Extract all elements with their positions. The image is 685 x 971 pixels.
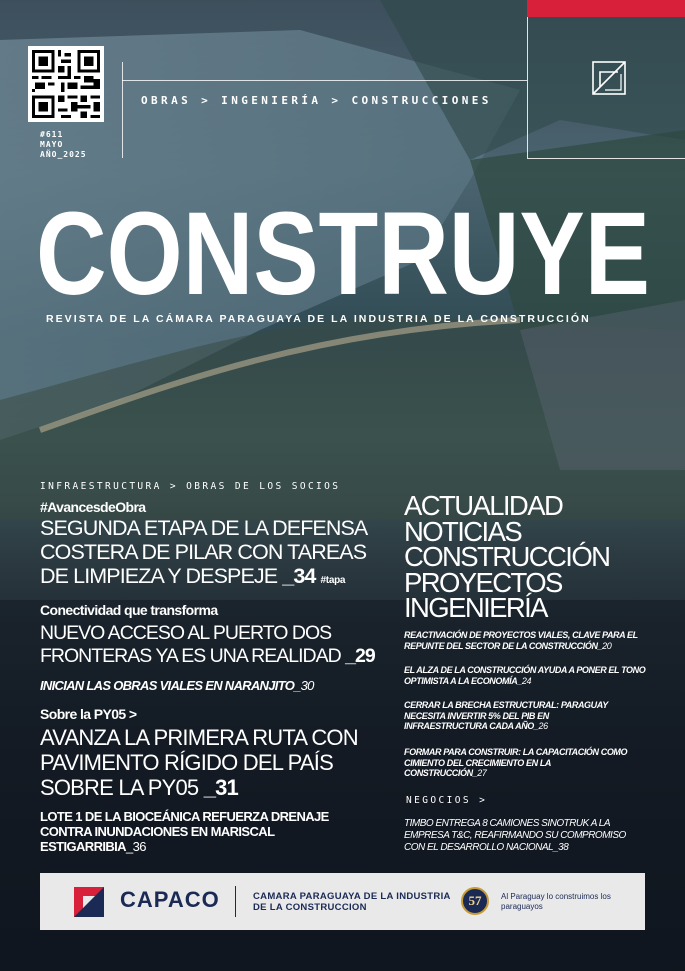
capaco-logo-icon xyxy=(74,887,104,917)
story3-title: INICIAN LAS OBRAS VIALES EN NARANJITO xyxy=(40,678,295,693)
news-page: _27 xyxy=(472,768,487,778)
divider-vertical xyxy=(122,62,123,158)
cube-icon xyxy=(591,60,627,96)
negocios-story[interactable] xyxy=(404,818,644,854)
section-actualidad: ACTUALIDAD xyxy=(404,490,563,521)
masthead-subtitle: REVISTA DE LA CÁMARA PARAGUAYA DE LA INDUSTRIA DE LA CONSTRUCCIÓN xyxy=(46,313,591,325)
news-title: CERRAR LA BRECHA ESTRUCTURAL: PARAGUAY NECESITA INVERTIR 5% DEL PIB EN INFRAESTRUCTURA CADA AÑO xyxy=(404,700,608,731)
story2-page: _29 xyxy=(345,645,375,667)
story2-headline[interactable] xyxy=(40,622,380,668)
qr-code[interactable] xyxy=(28,46,104,122)
story2-kicker: Conectividad que transforma xyxy=(40,602,218,618)
divider-horizontal xyxy=(122,80,527,81)
sections-list xyxy=(404,490,610,623)
issue-month: MAYO xyxy=(40,140,64,149)
negocios-page: _38 xyxy=(553,842,569,853)
story1-title: SEGUNDA ETAPA DE LA DEFENSA COSTERA DE PILAR CON TAREAS DE LIMPIEZA Y DESPEJE xyxy=(40,516,367,588)
issue-info xyxy=(40,130,87,160)
breadcrumb: OBRAS > INGENIERÍA > CONSTRUCCIONES xyxy=(141,94,492,107)
footer-slogan: Al Paraguay lo construimos los paraguayos xyxy=(501,892,611,911)
section-label: INFRAESTRUCTURA > OBRAS DE LOS SOCIOS xyxy=(40,481,341,492)
negocios-title: TIMBO ENTREGA 8 CAMIONES SINOTRUK A LA EMPRESA T&C, REAFIRMANDO SU COMPROMISO CON EL DESARROLLO NACIONAL xyxy=(404,818,626,853)
footer-organization: CAMARA PARAGUAYA DE LA INDUSTRIA DE LA CONSTRUCCION xyxy=(253,891,451,913)
section-ingenieria: INGENIERÍA xyxy=(404,592,547,623)
story2-title: NUEVO ACCESO AL PUERTO DOS FRONTERAS YA ES UNA REALIDAD xyxy=(40,622,341,667)
story5-title: LOTE 1 DE LA BIOCEÁNICA REFUERZA DRENAJE CONTRA INUNDACIONES EN MARISCAL ESTIGARRIBIA xyxy=(40,809,329,854)
story5-headline[interactable] xyxy=(40,809,370,854)
news-title: REACTIVACIÓN DE PROYECTOS VIALES, CLAVE PARA EL REPUNTE DEL SECTOR DE LA CONSTRUCCIÓN xyxy=(404,630,638,651)
news-item[interactable] xyxy=(404,665,654,686)
news-item[interactable] xyxy=(404,747,629,779)
news-item[interactable] xyxy=(404,630,654,651)
section-proyectos: PROYECTOS xyxy=(404,566,562,598)
masthead-logo xyxy=(36,196,650,308)
story4-headline[interactable] xyxy=(40,725,390,800)
story1-headline[interactable] xyxy=(40,516,380,593)
footer-banner xyxy=(40,873,645,930)
accent-bar xyxy=(527,0,685,17)
section-noticias: NOTICIAS xyxy=(404,515,522,547)
story3-headline[interactable] xyxy=(40,678,314,693)
news-title: FORMAR PARA CONSTRUIR: LA CAPACITACIÓN COMO CIMIENTO DEL CRECIMIENTO EN LA CONSTRUCCIÓN xyxy=(404,747,628,778)
story4-page: _31 xyxy=(203,775,238,800)
news-item[interactable] xyxy=(404,700,629,732)
footer-divider xyxy=(235,886,236,917)
anniversary-badge: 57 xyxy=(461,887,489,915)
section-construccion: CONSTRUCCIÓN xyxy=(404,541,610,572)
story4-title: AVANZA LA PRIMERA RUTA CON PAVIMENTO RÍGIDO DEL PAÍS SOBRE LA PY05 xyxy=(40,725,358,800)
news-page: _24 xyxy=(517,675,532,686)
news-title: EL ALZA DE LA CONSTRUCCIÓN AYUDA A PONER EL TONO OPTIMISTA A LA ECONOMÍA xyxy=(404,665,646,686)
masthead-title: CONSTRUYE xyxy=(36,196,650,308)
issue-number: #611 xyxy=(40,130,64,139)
issue-year: AÑO_2025 xyxy=(40,150,87,159)
story1-page: _34 xyxy=(282,564,316,588)
news-page: _26 xyxy=(533,721,548,731)
story3-page: _30 xyxy=(294,678,314,693)
news-page: _20 xyxy=(597,640,612,651)
negocios-label: NEGOCIOS > xyxy=(406,795,488,806)
story5-page: _36 xyxy=(125,839,146,854)
story1-hashtag: #AvancesdeObra xyxy=(40,499,146,515)
capaco-brand: CAPACO xyxy=(120,887,220,912)
story1-tag: #tapa xyxy=(320,575,346,586)
story4-kicker: Sobre la PY05 > xyxy=(40,706,137,722)
